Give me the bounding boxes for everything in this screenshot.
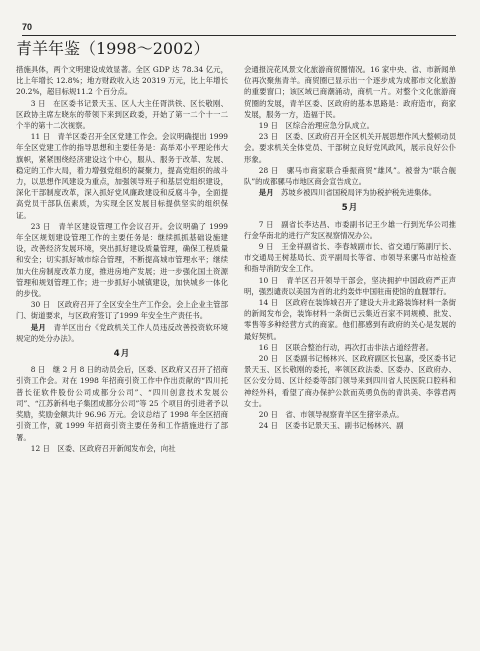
month-heading: 4月	[113, 349, 131, 360]
entry-paragraph: 会通报浣花风景文化旅游商贸圈情况。16 家中央、省、市新闻单位再次聚焦青羊。商贸圈已显示出一个逐步成为成都市文化旅游的重要窗口；该区域已商潮涌动，商机一片。对整个文化旅游商贸圈的发展，青羊区委、区政府的基本思路是：政府造市，商家发展，服务一方，造福于民。	[244, 65, 456, 119]
entry-paragraph: 28 日 骡马市商家联合垂振商贸“雄风”。被誉为“联合舰队”的成都骡马市地区商会宣告成立。	[244, 165, 456, 187]
entry-paragraph: 23 日 区委、区政府召开全区机关开展思想作风大整顿动员会。要求机关全体党员、干部树立良好党风政风，展示良好公仆形象。	[244, 132, 456, 164]
entry-paragraph: 3 日 在区委书记景天玉、区人大主任胥洪铁、区长敬刚、区政协主席左晓东的带领下来到区政委，开始了第一二个十一二个半的第十二次视察。	[16, 98, 228, 131]
entry-paragraph: 10 日 青羊区召开领导干部会，坚决拥护中国政府严正声明，强烈谴责以美国为首的北约轰炸中国驻南使馆的血腥罪行。	[244, 275, 456, 296]
entry-paragraph: 措施具体，两个文明建设成效显著。全区 GDP 达 78.34 亿元，比上年增长 12.8%；地方财政收入达 20319 万元，比上年增长 20.2%，超目标规11.2 个百分点。	[16, 65, 228, 97]
entry-text: 青羊区出台《党政机关工作人员违反改善投资软环境规定的处分办法》。	[16, 322, 228, 343]
entry-paragraph: 16 日 区联合整治行动，再次打击非法占道经营者。	[258, 342, 434, 352]
entry-paragraph: 20 日 区委副书记杨林兴、区政府副区长包嘉，受区委书记景天玉、区长敬刚的委托，率领区政法委、区委办、区政府办、区公安分局、区计经委等部门领导来到四川省人民医院口腔科和神经外科，看望了商办保护公款而英勇负伤的青洪美、李蓉君两女士。	[244, 354, 456, 408]
entry-label: 是月	[30, 322, 46, 332]
entry-paragraph: 20 日 省、市领导视察青羊区生猪宰杀点。	[258, 410, 404, 420]
page-header	[22, 18, 456, 36]
right-column	[244, 64, 456, 454]
entry-paragraph	[16, 322, 228, 344]
entry-paragraph: 24 日 区委书记景天玉、副书记杨林兴、副	[258, 421, 404, 431]
entry-paragraph: 9 日 王金祥副省长、李春城副市长、省交通厅陈副厅长、市交通局王树基局长、贡平副局长等省、市领导来骡马市站检查和指导消防安全工作。	[244, 242, 456, 274]
body-columns	[16, 64, 462, 454]
entry-paragraph: 19 日 区综合治理应急分队成立。	[258, 121, 375, 131]
entry-paragraph: 12 日 区委、区政府召开新闻发布会，向社	[30, 443, 176, 453]
month-heading: 5月	[341, 203, 359, 214]
entry-text: 苏坡乡被四川省国税局评为协税护税先进集体。	[273, 188, 437, 198]
running-title: 青羊年鉴（1998～2002）	[16, 39, 210, 58]
entry-paragraph: 11 日 青羊区委召开全区党建工作会。会议明确提出 1999 年全区党建工作的指导思想和主要任务是：高举邓小平理论伟大旗帜，紧紧围绕经济建设这个中心，服从、服务于改革、发展、稳定的工作大局，着力增强党组织的凝聚力，提高党组织的战斗力，以思想作风建设为重点，加强领导班子和基层党组织建设，深化干部制度改革，深入抓好党风廉政建设和反腐斗争，全面提高党员干部队伍素质，为实现全区发展目标提供坚实的组织保证。	[16, 132, 228, 220]
entry-paragraph	[244, 187, 456, 198]
entry-paragraph: 7 日 副省长李达昌、市委副书记王少雄一行到光华公司推行金华南北的进行产发区视察情况办公。	[244, 219, 456, 240]
entry-paragraph: 14 日 区政府在装饰城召开了建设大升北路装饰材料一条街的新闻发布会，装饰材料一条街已云集近百家不同规模、批发、零售等多种经营方式的商家。他们都感到有政府的关心是发展的最好契机。	[244, 298, 456, 341]
entry-paragraph: 30 日 区政府召开了全区安全生产工作会。会上企业主管部门、街道要求，与区政府签订了1999 年安全生产责任书。	[16, 300, 228, 321]
entry-paragraph: 8 日 继 2 月 8 日的动员会后，区委、区政府又召开了招商引资工作会。对在 1998 年招商引资工作中作出贡献的“四川托普长征软件股份公司成都分公司”、“四川创意技术发展公司”、“江苏新科电子集团成都分公司”等 25 个项目的引进者予以奖励，奖励金额共计 96.96 万元。会议总结了 1998 年全区招商引资工作，就 1999 年招商引资主要任务和工作措施进行了部署。	[16, 365, 228, 442]
page-number: 70	[22, 22, 33, 32]
entry-paragraph: 23 日 青羊区建设管理工作会议召开。会议明确了 1999 年全区规划建设管理工作的主要任务是：继续抓抓基础设施建设，改善经济发展环境，突出抓好建设质量管理，确保工程质量和安全；切实抓好城市综合管理，不断提高城市管理水平；继续加大住房制度改革力度，推进房地产发展；进一步强化国土资源管理和规划管理工作；进一步抓好小城镇建设，加快城乡一体化的步伐。	[16, 221, 228, 299]
entry-label: 是月	[258, 188, 274, 198]
left-column	[16, 64, 228, 454]
